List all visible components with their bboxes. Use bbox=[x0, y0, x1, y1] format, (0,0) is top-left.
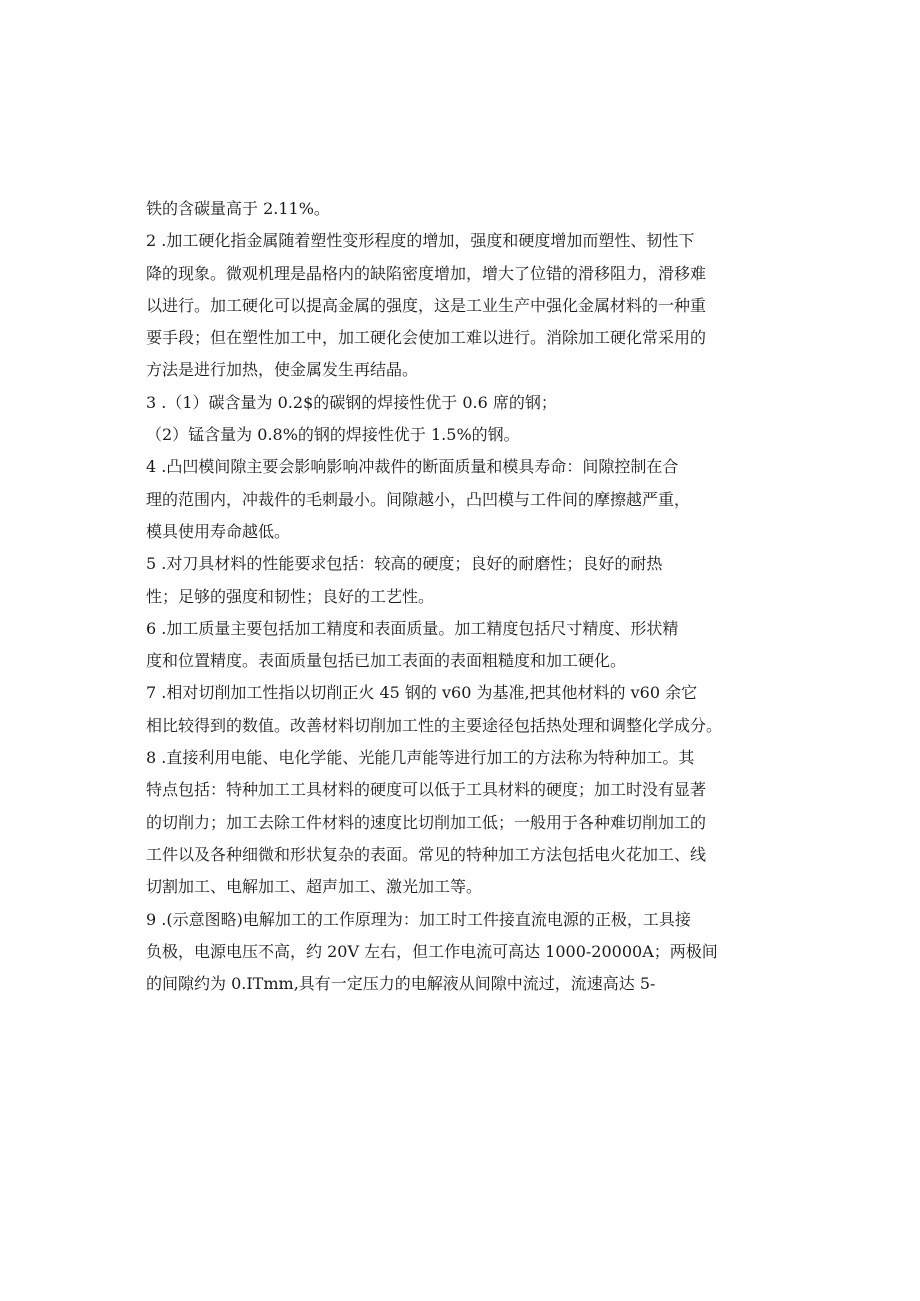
text-line: 9 .(示意图略)电解加工的工作原理为：加工时工件接直流电源的正极，工具接 bbox=[146, 909, 691, 929]
text-line: 切割加工、电解加工、超声加工、激光加工等。 bbox=[146, 877, 483, 897]
text-line: 以进行。加工硬化可以提高金属的强度，这是工业生产中强化金属材料的一种重 bbox=[146, 295, 707, 315]
text-line: 模具使用寿命越低。 bbox=[146, 521, 291, 541]
text-line: 负极，电源电压不高，约 20V 左右，但工作电流可高达 1000-20000A；两极间 bbox=[146, 941, 718, 961]
text-line: 6 .加工质量主要包括加工精度和表面质量。加工精度包括尺寸精度、形状精 bbox=[146, 618, 679, 638]
text-line: 工件以及各种细微和形状复杂的表面。常见的特种加工方法包括电火花加工、线 bbox=[146, 844, 707, 864]
text-line: 理的范围内，冲裁件的毛刺最小。间隙越小，凸凹模与工件间的摩擦越严重， bbox=[146, 489, 691, 509]
text-line: 铁的含碳量高于 2.11%。 bbox=[146, 199, 330, 218]
text-line: 4 .凸凹模间隙主要会影响影响冲裁件的断面质量和模具寿命：间隙控制在合 bbox=[146, 457, 679, 477]
text-line: 度和位置精度。表面质量包括已加工表面的表面粗糙度和加工硬化。 bbox=[146, 651, 627, 671]
text-line: 方法是进行加热，使金属发生再结晶。 bbox=[146, 360, 419, 380]
text-line: 5 .对刀具材料的性能要求包括：较高的硬度；良好的耐磨性；良好的耐热 bbox=[146, 554, 663, 574]
text-line: 特点包括：特种加工工具材料的硬度可以低于工具材料的硬度；加工时没有显著 bbox=[146, 780, 707, 800]
text-line: 2 .加工硬化指金属随着塑性变形程度的增加，强度和硬度增加而塑性、韧性下 bbox=[146, 231, 695, 251]
text-line: 要手段；但在塑性加工中，加工硬化会使加工难以进行。消除加工硬化常采用的 bbox=[146, 328, 707, 348]
text-line: 相比较得到的数值。改善材料切削加工性的主要途径包括热处理和调整化学成分。 bbox=[146, 715, 723, 735]
text-line: 8 .直接利用电能、电化学能、光能几声能等进行加工的方法称为特种加工。其 bbox=[146, 748, 695, 768]
text-line: 3 .（1）碳含量为 0.2$的碳钢的焊接性优于 0.6 席的钢； bbox=[146, 392, 557, 412]
answer-text-block bbox=[146, 193, 746, 1000]
text-line: 7 .相对切削加工性指以切削正火 45 钢的 v60 为基准,把其他材料的 v60 余它 bbox=[146, 683, 698, 703]
text-line: 的间隙约为 0.ITmm,具有一定压力的电解液从间隙中流过，流速高达 5- bbox=[146, 974, 656, 994]
text-line: 性；足够的强度和韧性；良好的工艺性。 bbox=[146, 586, 435, 606]
text-line: （2）锰含量为 0.8%的钢的焊接性优于 1.5%的钢。 bbox=[146, 425, 520, 445]
text-line: 降的现象。微观机理是晶格内的缺陷密度增加，增大了位错的滑移阻力，滑移难 bbox=[146, 263, 707, 283]
text-line: 的切削力；加工去除工件材料的速度比切削加工低；一般用于各种难切削加工的 bbox=[146, 812, 707, 832]
